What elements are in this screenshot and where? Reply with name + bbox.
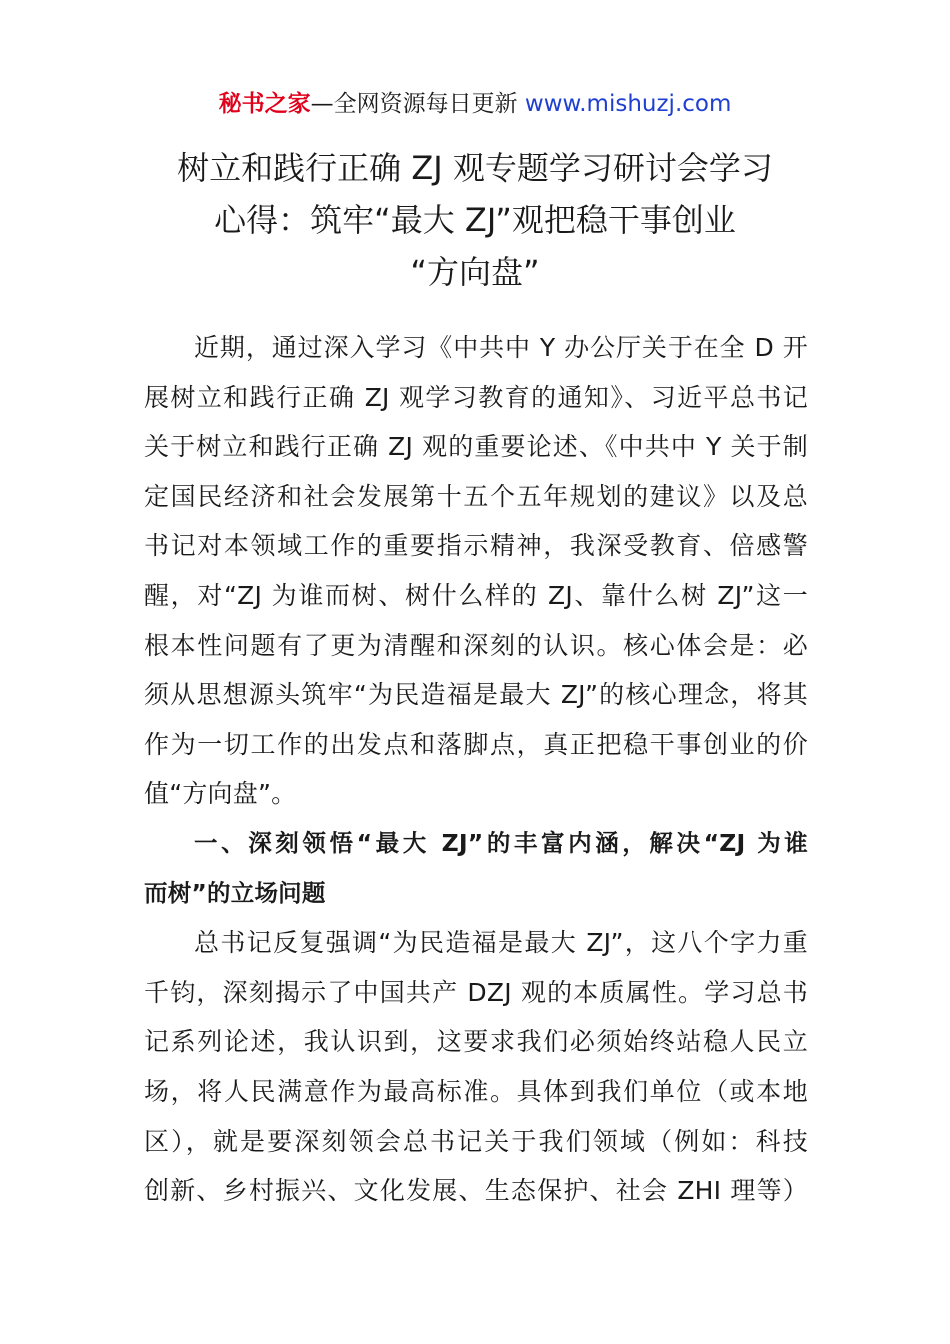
body-line: 场，将人民满意作为最高标准。具体到我们单位（或本地	[144, 1076, 808, 1106]
title-line: 树立和践行正确 ZJ 观专题学习研讨会学习	[177, 149, 773, 187]
body-line: 区），就是要深刻领会总书记关于我们领域（例如：科技	[144, 1126, 808, 1156]
body-line: 值“方向盘”。	[144, 779, 297, 809]
body-line: 总书记反复强调“为民造福是最大 ZJ”，这八个字力重	[194, 928, 808, 958]
body-line: 展树立和践行正确 ZJ 观学习教育的通知》、习近平总书记	[144, 382, 808, 412]
document-body	[144, 323, 808, 1216]
body-line: 创新、乡村振兴、文化发展、生态保护、社会 ZHI 理等）	[144, 1176, 808, 1206]
site-url-link[interactable]: www.mishuzj.com	[524, 91, 732, 117]
body-line: 关于树立和践行正确 ZJ 观的重要论述、《中共中 Y 关于制	[144, 432, 808, 462]
body-line: 醒，对“ZJ 为谁而树、树什么样的 ZJ、靠什么树 ZJ”这一	[144, 580, 808, 610]
body-line: 作为一切工作的出发点和落脚点，真正把稳干事创业的价	[144, 729, 808, 759]
body-line: 近期，通过深入学习《中共中 Y 办公厅关于在全 D 开	[194, 333, 808, 362]
body-line: 须从思想源头筑牢“为民造福是最大 ZJ”的核心理念，将其	[144, 680, 808, 710]
header-tagline: —全网资源每日更新	[310, 91, 525, 117]
body-line: 千钧，深刻揭示了中国共产 DZJ 观的本质属性。学习总书	[144, 977, 808, 1007]
section-heading-line: 一、深刻领悟“最大 ZJ”的丰富内涵，解决“ZJ 为谁	[194, 828, 808, 857]
brand-name: 秘书之家	[218, 91, 311, 117]
document-title	[120, 142, 830, 298]
site-header	[0, 86, 950, 122]
title-line: “方向盘”	[410, 253, 540, 291]
body-line: 定国民经济和社会发展第十五个五年规划的建议》以及总	[144, 481, 808, 511]
body-line: 根本性问题有了更为清醒和深刻的认识。核心体会是：必	[144, 630, 808, 660]
body-line: 书记对本领域工作的重要指示精神，我深受教育、倍感警	[144, 531, 808, 561]
section-heading-line: 而树”的立场问题	[144, 878, 326, 907]
title-line: 心得：筑牢“最大 ZJ”观把稳干事创业	[214, 201, 736, 239]
body-line: 记系列论述，我认识到，这要求我们必须始终站稳人民立	[144, 1027, 808, 1057]
